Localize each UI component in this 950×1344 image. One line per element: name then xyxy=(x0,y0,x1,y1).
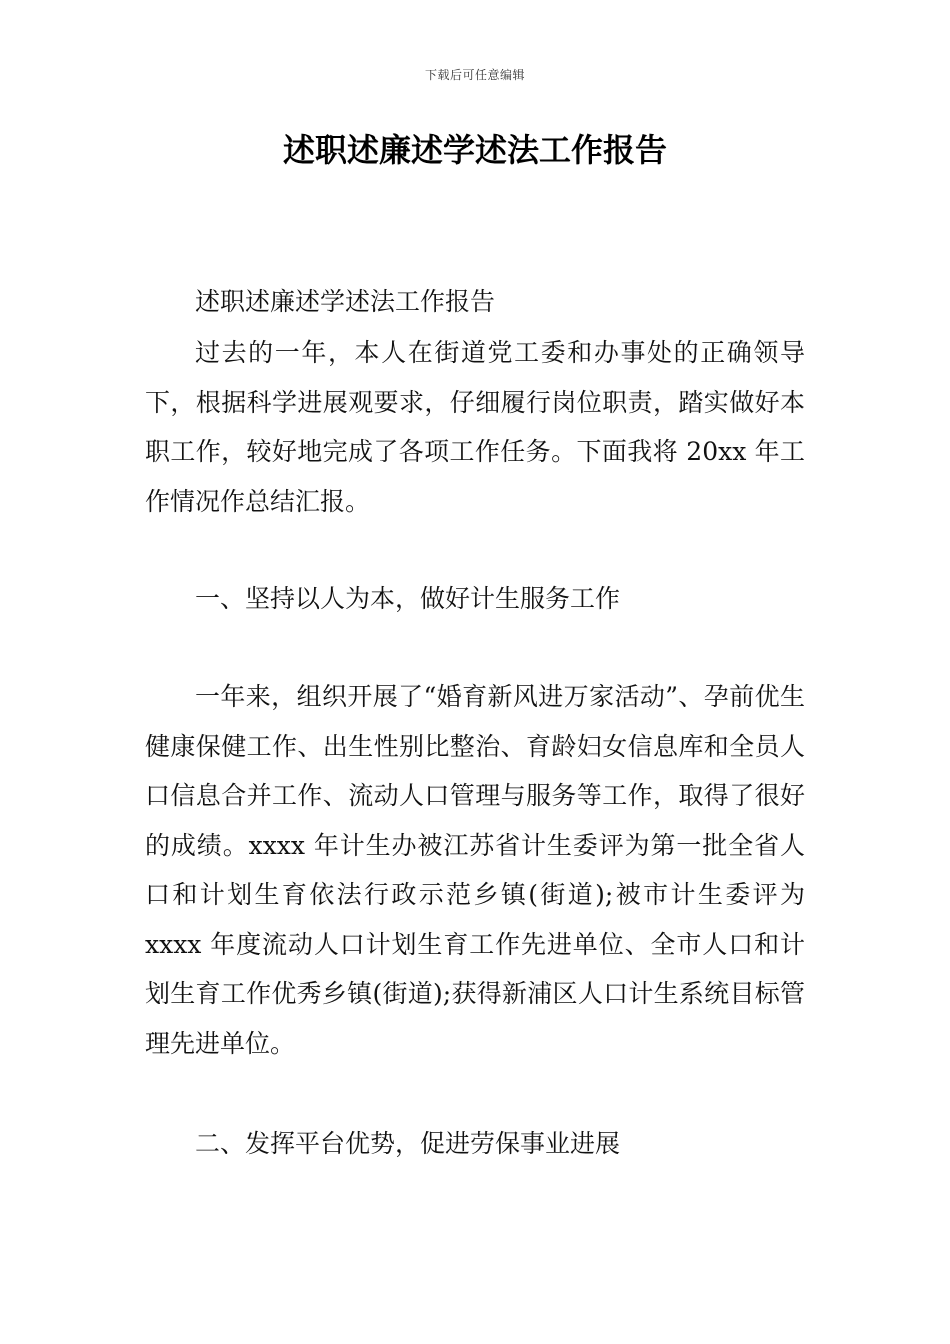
document-subtitle: 述职述廉述学述法工作报告 xyxy=(195,287,496,316)
section-heading-1: 一、坚持以人为本，做好计生服务工作 xyxy=(195,584,621,613)
section-heading-2: 二、发挥平台优势，促进劳保事业进展 xyxy=(195,1129,621,1158)
intro-paragraph: 过去的一年，本人在街道党工委和办事处的正确领导下，根据科学进展观要求，仔细履行岗位职责，踏实做好本职工作，较好地完成了各项工作任务。下面我将 20xx 年工作情况作总结汇报。 xyxy=(145,338,805,516)
document-title: 述职述廉述学述法工作报告 xyxy=(282,131,667,169)
header-note: 下载后可任意编辑 xyxy=(424,68,525,82)
section-body-1: 一年来，组织开展了“婚育新风进万家活动”、孕前优生健康保健工作、出生性别比整治、育龄妇女信息库和全员人口信息合并工作、流动人口管理与服务等工作，取得了很好的成绩。xxxx 年计生办被江苏省计生委评为第一批全省人口和计划生育依法行政示范乡镇(街道);被市计生委评为 xxxx 年度流动人口计划生育工作先进单位、全市人口和计划生育工作优秀乡镇(街道);获得新浦区人口计生系统目标管理先进单位。 xyxy=(145,682,805,1058)
